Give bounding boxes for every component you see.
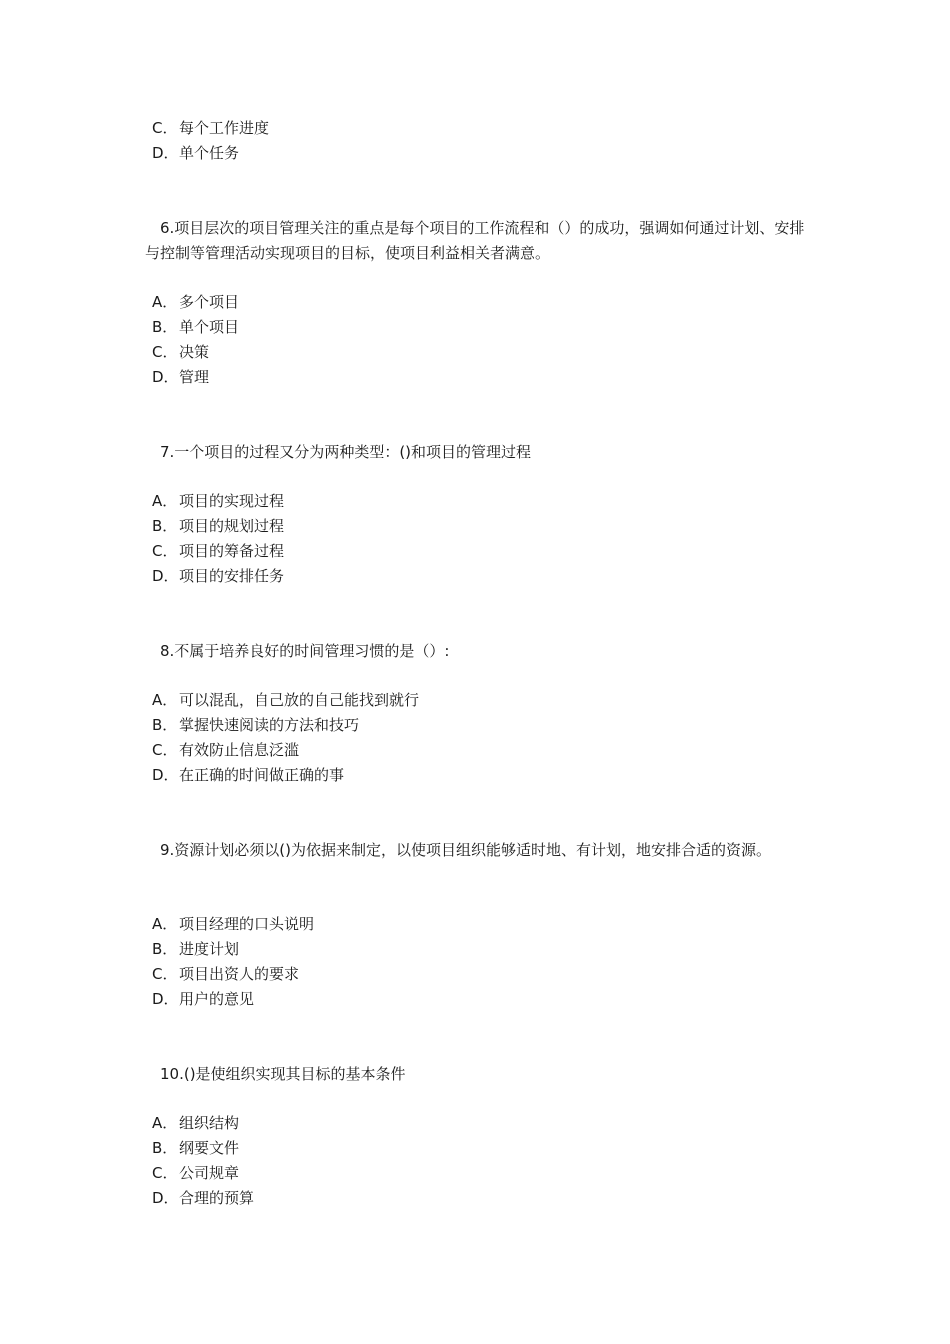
option-letter: A． <box>152 492 178 510</box>
option-d <box>152 143 239 163</box>
option-letter: B． <box>152 1139 178 1157</box>
option-letter: C． <box>152 965 178 983</box>
question-9-option-a <box>152 914 314 934</box>
question-9-option-c <box>152 964 299 984</box>
question-6-option-d <box>152 367 209 387</box>
option-c <box>152 118 269 138</box>
question-10-option-c <box>152 1163 239 1183</box>
option-text: 多个项目 <box>179 293 240 311</box>
question-8-option-a <box>152 690 419 710</box>
option-letter: D． <box>152 990 179 1008</box>
option-letter: D． <box>152 368 179 386</box>
question-6-option-a <box>152 292 239 312</box>
option-text: 项目的实现过程 <box>179 492 285 510</box>
question-8-stem: 8.不属于培养良好的时间管理习惯的是（）: <box>160 642 450 660</box>
question-9-option-d <box>152 989 254 1009</box>
option-text: 项目出资人的要求 <box>179 965 300 983</box>
option-letter: A． <box>152 1114 178 1132</box>
option-text: 管理 <box>179 368 210 386</box>
option-text: 可以混乱，自己放的自己能找到就行 <box>179 691 420 709</box>
question-6-stem: 6.项目层次的项目管理关注的重点是每个项目的工作流程和（）的成功，强调如何通过计划、安排与控制等管理活动实现项目的目标，使项目利益相关者满意。 <box>145 219 805 262</box>
question-7-option-b <box>152 516 284 536</box>
question-8-option-b <box>152 715 359 735</box>
option-text: 掌握快速阅读的方法和技巧 <box>179 716 360 734</box>
option-letter: D． <box>152 567 179 585</box>
question-8-option-d <box>152 765 344 785</box>
option-text: 项目的筹备过程 <box>179 542 285 560</box>
question-9-stem: 9.资源计划必须以()为依据来制定，以使项目组织能够适时地、有计划，地安排合适的资源。 <box>160 841 772 859</box>
question-7-option-a <box>152 491 284 511</box>
option-letter: C． <box>152 343 178 361</box>
question-7-stem: 7.一个项目的过程又分为两种类型：()和项目的管理过程 <box>160 443 532 461</box>
option-text: 决策 <box>179 343 210 361</box>
question-10-option-a <box>152 1113 239 1133</box>
option-letter: A． <box>152 293 178 311</box>
question-10-option-b <box>152 1138 239 1158</box>
option-text: 进度计划 <box>179 940 240 958</box>
option-letter: D． <box>152 144 179 162</box>
question-6-option-c <box>152 342 209 362</box>
question-7-option-c <box>152 541 284 561</box>
question-8-option-c <box>152 740 299 760</box>
option-text: 有效防止信息泛滥 <box>179 741 300 759</box>
option-text: 项目的规划过程 <box>179 517 285 535</box>
question-10-stem: 10.()是使组织实现其目标的基本条件 <box>160 1065 406 1083</box>
option-letter: C． <box>152 119 178 137</box>
option-letter: C． <box>152 542 178 560</box>
option-text: 用户的意见 <box>179 990 255 1008</box>
option-letter: B． <box>152 940 178 958</box>
option-letter: C． <box>152 741 178 759</box>
option-text: 单个任务 <box>179 144 240 162</box>
option-letter: A． <box>152 915 178 933</box>
option-text: 在正确的时间做正确的事 <box>179 766 345 784</box>
option-letter: B． <box>152 716 178 734</box>
option-text: 单个项目 <box>179 318 240 336</box>
question-6-option-b <box>152 317 239 337</box>
option-letter: A． <box>152 691 178 709</box>
question-9-option-b <box>152 939 239 959</box>
option-letter: B． <box>152 517 178 535</box>
option-letter: C． <box>152 1164 178 1182</box>
option-text: 每个工作进度 <box>179 119 270 137</box>
option-letter: B． <box>152 318 178 336</box>
option-letter: D． <box>152 766 179 784</box>
option-text: 合理的预算 <box>179 1189 255 1207</box>
question-10-option-d <box>152 1188 254 1208</box>
option-text: 组织结构 <box>179 1114 240 1132</box>
option-text: 公司规章 <box>179 1164 240 1182</box>
question-7-option-d <box>152 566 284 586</box>
option-text: 纲要文件 <box>179 1139 240 1157</box>
option-text: 项目的安排任务 <box>179 567 285 585</box>
option-text: 项目经理的口头说明 <box>179 915 315 933</box>
option-letter: D． <box>152 1189 179 1207</box>
